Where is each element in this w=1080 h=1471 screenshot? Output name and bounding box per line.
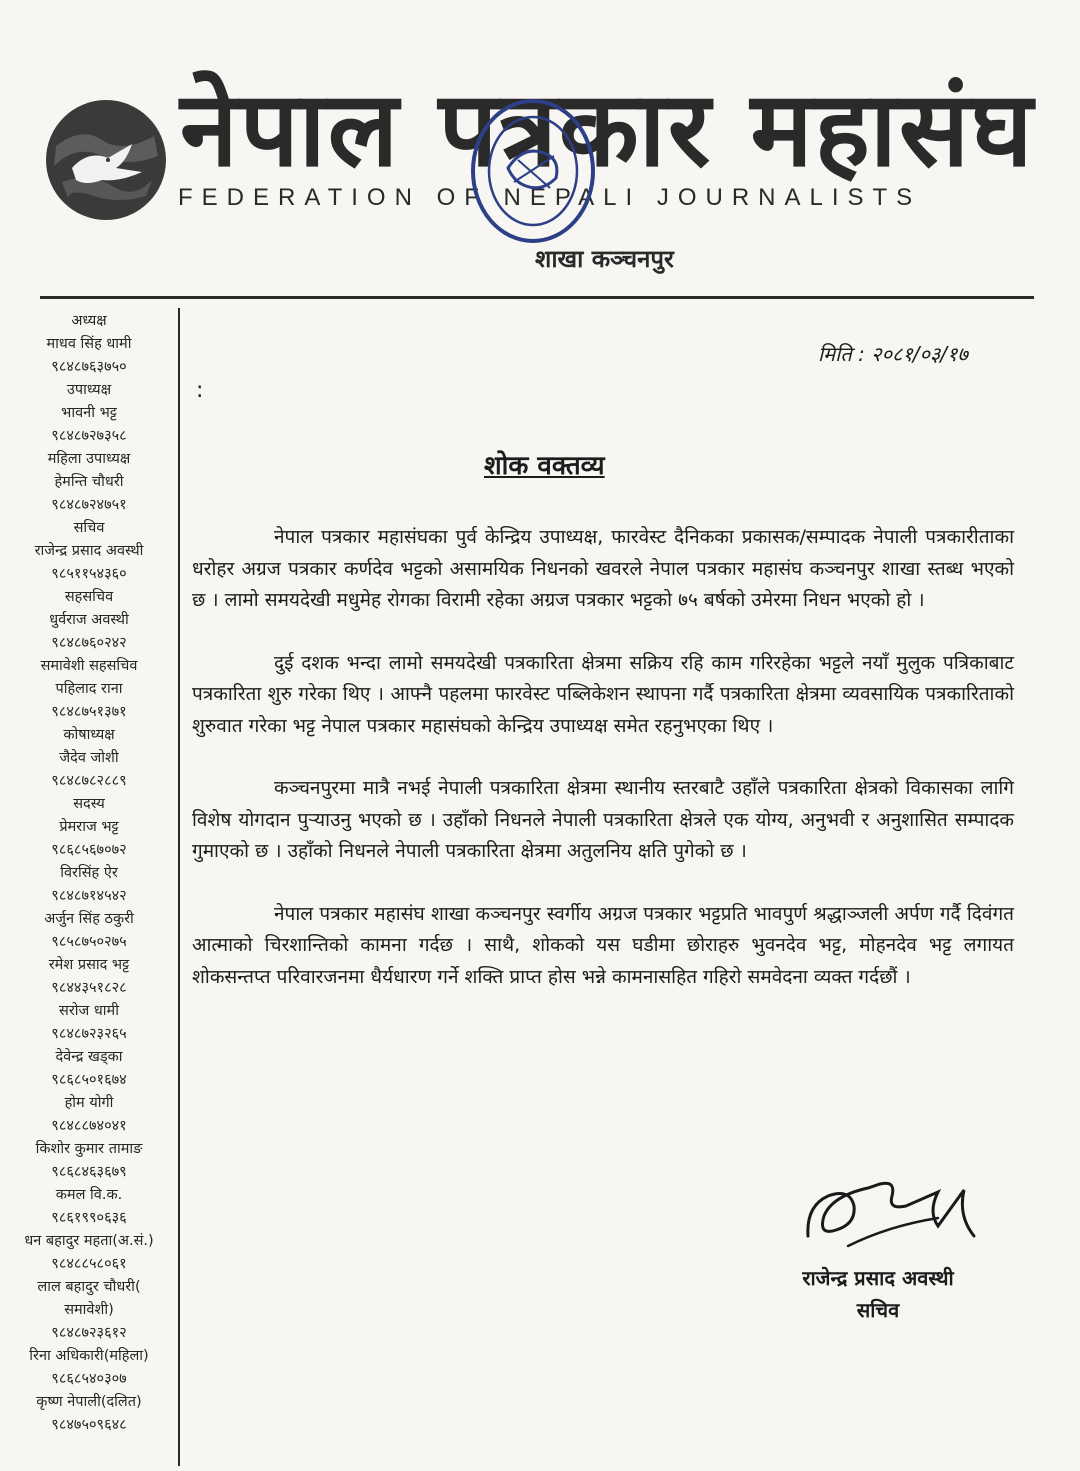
sidebar-line: ९८६१९९०६३६ bbox=[51, 1210, 127, 1226]
sidebar-divider bbox=[178, 308, 180, 1466]
sidebar-line: पहिलाद राना bbox=[55, 681, 123, 697]
sidebar-line: प्रेमराज भट्ट bbox=[59, 819, 119, 835]
organization-seal-icon bbox=[468, 96, 598, 246]
sidebar-line: अध्यक्ष bbox=[71, 313, 107, 329]
header-divider bbox=[40, 296, 1034, 299]
sidebar-line: ९८४८७२७३५८ bbox=[51, 428, 127, 444]
sidebar-line: ९८४८७६३७५० bbox=[51, 359, 127, 375]
sidebar-line: ९८४८७१४५४२ bbox=[51, 888, 127, 904]
sidebar-line: भावनी भट्ट bbox=[61, 405, 117, 421]
signature-block bbox=[778, 1262, 978, 1326]
sidebar-line: सरोज धामी bbox=[59, 1003, 119, 1019]
sidebar-line: होम योगी bbox=[64, 1095, 114, 1111]
sidebar-line: ९८६८४६३६७९ bbox=[51, 1164, 127, 1180]
handwritten-signature bbox=[788, 1166, 988, 1256]
letterhead-branch: शाखा कञ्चनपुर bbox=[535, 245, 674, 273]
paragraph: दुई दशक भन्दा लामो समयदेखी पत्रकारिता क्षेत्रमा सक्रिय रहि काम गरिरहेका भट्टले नयाँ मुलुक पत्रिकाबाट पत्रकारिता शुरु गरेका थिए । आफ्नै पहलमा फारवेस्ट पब्लिकेशन स्थापना गर्दै पत्रकारिता क्षेत्रमा व्यवसायिक पत्रकारिताको शुरुवात गरेका भट्ट नेपाल पत्रकार महासंघको केन्द्रिय उपाध्यक्ष समेत रहनुभएका थिए । bbox=[192, 651, 1014, 737]
sidebar-line: माधव सिंह धामी bbox=[46, 336, 132, 352]
sidebar-line: ९८४८७८२८८९ bbox=[51, 773, 127, 789]
reference-marks: : bbox=[196, 378, 204, 403]
letterhead-title-english: FEDERATION OF NEPALI JOURNALISTS bbox=[178, 184, 922, 211]
sidebar-line: ९८५८७५०२७५ bbox=[51, 934, 127, 950]
letter-heading: शोक वक्तव्य bbox=[484, 451, 605, 481]
sidebar-line: ९८६८५०१६७४ bbox=[51, 1072, 127, 1088]
sidebar-line: हेमन्ति चौधरी bbox=[54, 474, 124, 490]
signer-title: सचिव bbox=[856, 1298, 900, 1322]
sidebar-line: ९८४४३५१८२८ bbox=[51, 980, 127, 996]
letter-date: मिति : २०८१/०३/१७ bbox=[818, 342, 968, 366]
sidebar-line: देवेन्द्र खड्का bbox=[55, 1049, 123, 1065]
sidebar-line: ९८४७५०९६४८ bbox=[51, 1417, 127, 1433]
sidebar-line: धन बहादुर महता(अ.सं.) bbox=[24, 1233, 154, 1249]
letter-body bbox=[192, 522, 1014, 1024]
sidebar-line: ९८४८७६०२४२ bbox=[51, 635, 127, 651]
paragraph: नेपाल पत्रकार महासंघका पुर्व केन्द्रिय उपाध्यक्ष, फारवेस्ट दैनिकका प्रकासक/सम्पादक नेपाली पत्रकारीताका धरोहर अग्रज पत्रकार कर्णदेव भट्टको असामयिक निधनको खवरले नेपाल पत्रकार महासंघ कञ्चनपुर शाखा स्तब्ध भएको छ । लामो समयदेखी मधुमेह रोगका विरामी रहेका अग्रज पत्रकार भट्टको ७५ बर्षको उमेरमा निधन भएको हो । bbox=[192, 526, 1014, 611]
sidebar-line: जैदेव जोशी bbox=[59, 750, 119, 766]
sidebar-line: उपाध्यक्ष bbox=[66, 382, 112, 398]
sidebar-line: ९८५११५४३६० bbox=[51, 566, 127, 582]
sidebar-line: विरसिंह ऐर bbox=[60, 865, 118, 881]
sidebar-line: राजेन्द्र प्रसाद अवस्थी bbox=[34, 543, 144, 559]
sidebar-line: अर्जुन सिंह ठकुरी bbox=[44, 911, 134, 927]
globe-dove-icon bbox=[42, 96, 170, 224]
paragraph: नेपाल पत्रकार महासंघ शाखा कञ्चनपुर स्वर्गीय अग्रज पत्रकार भट्टप्रति भावपुर्ण श्रद्धाञ्जली अर्पण गर्दै दिवंगत आत्माको चिरशान्तिको कामना गर्दछ । साथै, शोकको यस घडीमा छोराहरु भुवनदेव भट्ट, मोहनदेव भट्ट लगायत शोकसन्तप्त परिवारजनमा धैर्यधारण गर्ने शक्ति प्राप्त होस भन्ने कामनासहित गहिरो समवेदना व्यक्त गर्दछौं । bbox=[192, 902, 1014, 988]
sidebar-line: समावेशी सहसचिव bbox=[40, 658, 138, 674]
sidebar-line: रमेश प्रसाद भट्ट bbox=[48, 957, 130, 973]
sidebar-line: महिला उपाध्यक्ष bbox=[47, 451, 131, 467]
signer-name: राजेन्द्र प्रसाद अवस्थी bbox=[802, 1266, 954, 1290]
sidebar-line: कमल वि.क. bbox=[55, 1187, 123, 1203]
sidebar-line: ९८४८७५१३७१ bbox=[51, 704, 127, 720]
sidebar-line: सहसचिव bbox=[64, 589, 114, 605]
sidebar-line: ९८६८५४०३०७ bbox=[51, 1371, 127, 1387]
sidebar-line: कृष्ण नेपाली(दलित) bbox=[36, 1394, 142, 1410]
committee-sidebar bbox=[6, 310, 172, 1437]
sidebar-line: रिना अधिकारी(महिला) bbox=[29, 1348, 149, 1364]
sidebar-line: समावेशी) bbox=[64, 1302, 114, 1318]
letterhead-title-nepali: नेपाल पत्रकार महासंघ bbox=[180, 68, 1035, 190]
sidebar-line: ९८४८८७४०४१ bbox=[51, 1118, 127, 1134]
sidebar-line: ९८४८७२४७५१ bbox=[51, 497, 127, 513]
sidebar-line: ९८६८५६७०७२ bbox=[51, 842, 127, 858]
sidebar-line: कोषाध्यक्ष bbox=[63, 727, 115, 743]
sidebar-line: सचिव bbox=[73, 520, 105, 536]
sidebar-line: ९८४८७२३२६५ bbox=[51, 1026, 127, 1042]
sidebar-line: लाल बहादुर चौधरी( bbox=[37, 1279, 141, 1295]
sidebar-line: किशोर कुमार तामाङ bbox=[35, 1141, 143, 1157]
sidebar-line: ९८४८८५८०६१ bbox=[51, 1256, 127, 1272]
paragraph: कञ्चनपुरमा मात्रै नभई नेपाली पत्रकारिता क्षेत्रमा स्थानीय स्तरबाटै उहाँले पत्रकारिता क्षेत्रको विकासका लागि विशेष योगदान पुऱ्याउनु भएको छ । उहाँको निधनले नेपाली पत्रकारिता क्षेत्रले एक योग्य, अनुभवी र अनुशासित सम्पादक गुमाएको छ । उहाँको निधनले नेपाली पत्रकारिता क्षेत्रमा अतुलनिय क्षति पुगेको छ । bbox=[192, 777, 1014, 862]
sidebar-line: धुर्वराज अवस्थी bbox=[49, 612, 129, 628]
sidebar-line: सदस्य bbox=[73, 796, 105, 812]
sidebar-line: ९८४८७२३६१२ bbox=[51, 1325, 127, 1341]
